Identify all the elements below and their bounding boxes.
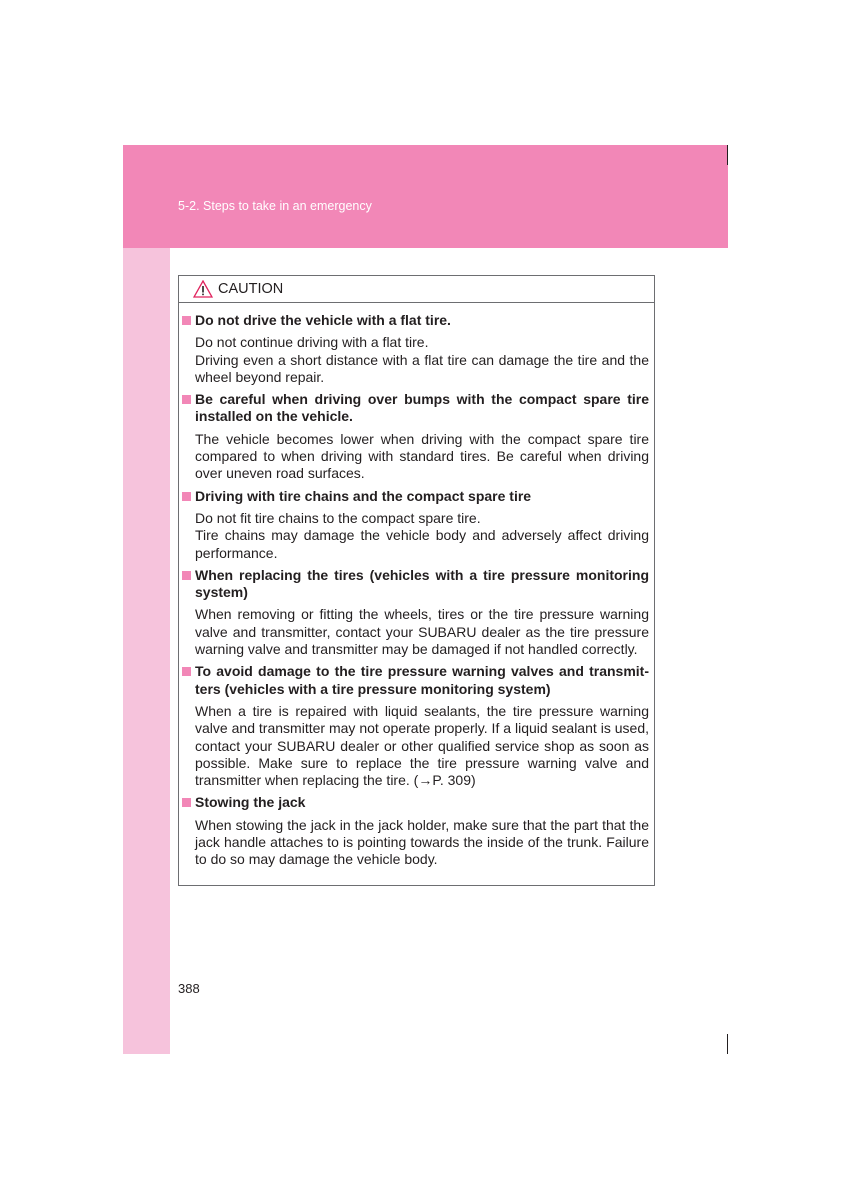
square-bullet-icon [182, 492, 191, 501]
crop-mark [727, 1034, 728, 1054]
item-title: When replacing the tires (vehicles with a tire pressure monitoring system) [195, 566, 649, 601]
caution-item [182, 312, 649, 386]
item-title: Stowing the jack [195, 794, 306, 811]
side-band [123, 248, 170, 1054]
item-title: Do not drive the vehicle with a flat tire. [195, 312, 451, 328]
section-title: 5-2. Steps to take in an emergency [178, 199, 372, 213]
item-paragraph: The vehicle becomes lower when driving with the compact spare tire compared to when driving with standard tires. Be careful when driving over uneven road surfaces. [195, 430, 649, 482]
caution-box [178, 275, 655, 886]
square-bullet-icon [182, 667, 191, 676]
item-paragraph: Driving even a short distance with a flat tire can damage the tire and the wheel beyond repair. [195, 351, 649, 385]
caution-item [182, 663, 649, 789]
page-number: 388 [178, 981, 200, 996]
warning-triangle-icon [193, 280, 213, 298]
item-title: Be careful when driving over bumps with the compact spare tire installed on the vehicle. [195, 391, 649, 425]
caution-header [179, 276, 654, 303]
item-paragraph: Do not continue driving with a flat tire. [195, 334, 429, 351]
caution-label: CAUTION [218, 281, 284, 297]
item-paragraph: When removing or fitting the wheels, tires or the tire pressure warning valve and transmitter, contact your SUBARU dealer as the tire pressure warning valve and transmitter may be damaged if not handled correctly. [195, 606, 649, 658]
caution-body [179, 303, 654, 869]
item-title: Driving with tire chains and the compact spare tire [195, 487, 532, 504]
item-paragraph: When stowing the jack in the jack holder, make sure that the part that the jack handle attaches to is pointing towards the inside of the trunk. Failure to do so may damage the vehicle body. [195, 816, 649, 868]
item-paragraph: Do not fit tire chains to the compact spare tire. [195, 509, 481, 526]
square-bullet-icon [182, 798, 191, 807]
caution-item [182, 567, 649, 658]
item-paragraph: Tire chains may damage the vehicle body and adversely affect driving performance. [195, 527, 649, 561]
item-title: To avoid damage to the tire pressure warning valves and transmit-ters (vehicles with a tire pressure monitoring system) [195, 663, 649, 697]
square-bullet-icon [182, 316, 191, 325]
caution-item [182, 794, 649, 868]
caution-item [182, 488, 649, 562]
item-paragraph: When a tire is repaired with liquid sealants, the tire pressure warning valve and transmitter may not operate properly. If a liquid sealant is used, contact your SUBARU dealer or other qualified service shop as soon as possible. Make sure to replace the tire pressure warning valve and transmitter when replacing the tire. (→P. 309) [195, 702, 649, 789]
caution-item [182, 391, 649, 482]
header-band [123, 145, 728, 248]
crop-mark [727, 145, 728, 165]
square-bullet-icon [182, 395, 191, 404]
square-bullet-icon [182, 571, 191, 580]
